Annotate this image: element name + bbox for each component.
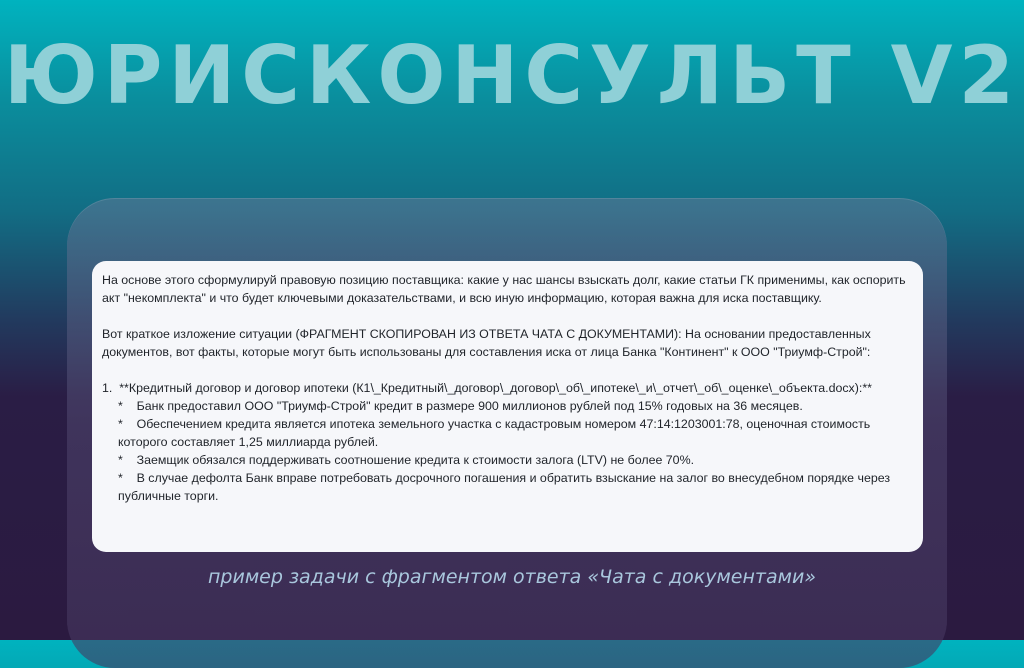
message-bullet: * Обеспечением кредита является ипотека земельного участка с кадастровым номером 47:14:1203001:78, оценочная стоимость которого составляет 1,25 миллиарда рублей. [118,417,874,449]
paragraph-spacer [102,307,913,325]
product-title: ЮРИСКОНСУЛЬТ V2 [3,29,1021,122]
message-bullet: * В случае дефолта Банк вправе потребовать досрочного погашения и обратить взыскание на залог во внесудебном порядке через публичные торги. [118,471,894,503]
chat-message-card [92,261,923,552]
message-paragraph-context: Вот краткое изложение ситуации (ФРАГМЕНТ СКОПИРОВАН ИЗ ОТВЕТА ЧАТА С ДОКУМЕНТАМИ): На основании предоставленных документов, вот факты, которые могут быть использованы для составления иска от лица Банка "Континент" к ООО "Триумф-Строй": [102,327,875,359]
message-list-heading: 1. **Кредитный договор и договор ипотеки (К1\_Кредитный\_договор\_договор\_об\_ипотеке\_и\_отчет\_об\_оценке\_объекта.docx):** [102,381,872,395]
message-bullet: * Заемщик обязался поддерживать соотношение кредита к стоимости залога (LTV) не более 70%. [118,453,695,467]
caption-text: пример задачи с фрагментом ответа «Чата с документами» [207,566,817,588]
message-bullet: * Банк предоставил ООО "Триумф-Строй" кредит в размере 900 миллионов рублей под 15% годовых на 36 месяцев. [118,399,803,413]
paragraph-spacer [102,361,913,379]
message-paragraph-request: На основе этого сформулируй правовую позицию поставщика: какие у нас шансы взыскать долг, какие статьи ГК применимы, как оспорить акт "некомплекта" и что будет ключевыми доказательствами, и всю иную информацию, которая важна для иска поставщику. [102,273,910,305]
